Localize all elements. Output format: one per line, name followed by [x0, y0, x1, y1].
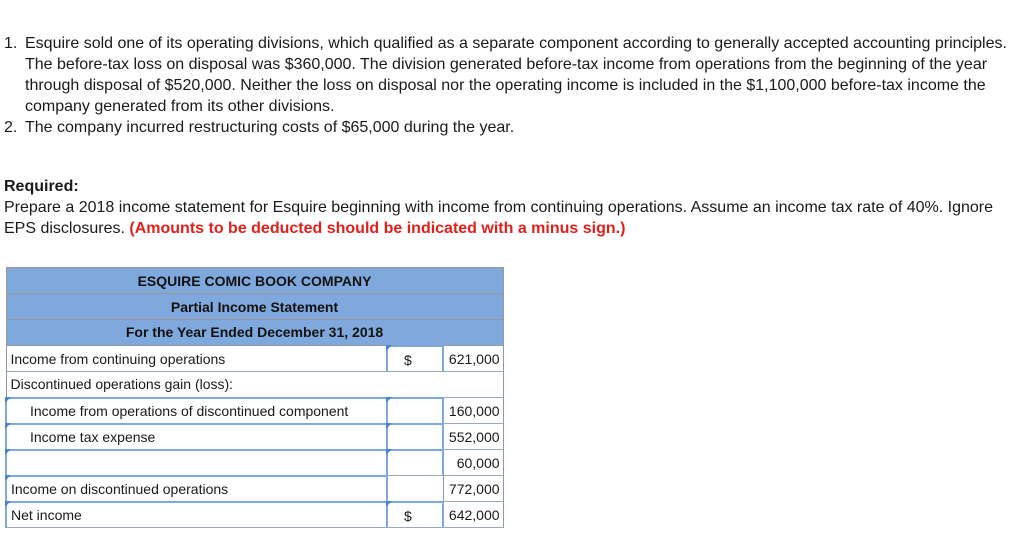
required-section — [4, 176, 1016, 239]
dollar-sign-cell[interactable] — [387, 346, 443, 372]
fact-number: 1. — [4, 35, 18, 52]
table-row — [6, 450, 503, 476]
table-row — [6, 372, 503, 398]
amount-input[interactable]: 642,000 — [443, 502, 503, 528]
dollar-sign-cell[interactable] — [387, 398, 443, 424]
table-row — [6, 476, 503, 502]
required-text: Prepare a 2018 income statement for Esquire beginning with income from continuing operations. Assume an income tax rate of 40%. Ignore EPS disclosures. — [4, 199, 993, 237]
fact-text: The company incurred restructuring costs of $65,000 during the year. — [25, 119, 515, 136]
table-row — [6, 502, 503, 528]
amount-input[interactable]: 552,000 — [443, 424, 503, 450]
table-row — [6, 346, 503, 372]
statement-period: For the Year Ended December 31, 2018 — [6, 320, 503, 346]
required-title: Required: — [4, 178, 79, 195]
required-note: (Amounts to be deducted should be indicated with a minus sign.) — [129, 220, 626, 237]
statement-company-row — [6, 268, 503, 294]
row-label: Discontinued operations gain (loss): — [6, 372, 503, 398]
income-statement-table — [5, 267, 504, 528]
statement-company: ESQUIRE COMIC BOOK COMPANY — [6, 268, 503, 294]
dollar-sign-cell[interactable] — [387, 502, 443, 528]
fact-item — [4, 33, 1014, 117]
row-label: Income from continuing operations — [6, 346, 387, 372]
label-select[interactable]: Income on discontinued operations — [6, 476, 387, 502]
dollar-sign-cell[interactable] — [387, 450, 443, 476]
amount-input[interactable]: 160,000 — [443, 398, 503, 424]
label-select[interactable]: Income from operations of discontinued component — [6, 398, 387, 424]
table-row — [6, 398, 503, 424]
problem-facts-list — [4, 33, 1014, 138]
statement-period-row — [6, 320, 503, 346]
label-select[interactable] — [6, 450, 387, 476]
dollar-sign: $ — [404, 351, 412, 368]
dollar-sign-cell — [387, 476, 443, 502]
statement-title-row — [6, 294, 503, 320]
statement-title: Partial Income Statement — [6, 294, 503, 320]
fact-text: Esquire sold one of its operating divisions, which qualified as a separate component according to generally accepted accounting principles. The before-tax loss on disposal was $360,000. The division generated before-tax income from operations from the beginning of the year through disposal of $520,000. Neither the loss on disposal nor the operating income is included in the $1,100,000 before-tax income the company generated from its other divisions. — [25, 35, 1007, 115]
fact-item — [4, 117, 1014, 138]
table-row — [6, 424, 503, 450]
amount-input[interactable]: 60,000 — [443, 450, 503, 476]
dollar-sign: $ — [404, 507, 412, 524]
label-select[interactable]: Net income — [6, 502, 387, 528]
label-select[interactable]: Income tax expense — [6, 424, 387, 450]
dollar-sign-cell[interactable] — [387, 424, 443, 450]
fact-number: 2. — [4, 119, 18, 136]
amount-input[interactable]: 621,000 — [443, 346, 503, 372]
amount-input[interactable]: 772,000 — [443, 476, 503, 502]
